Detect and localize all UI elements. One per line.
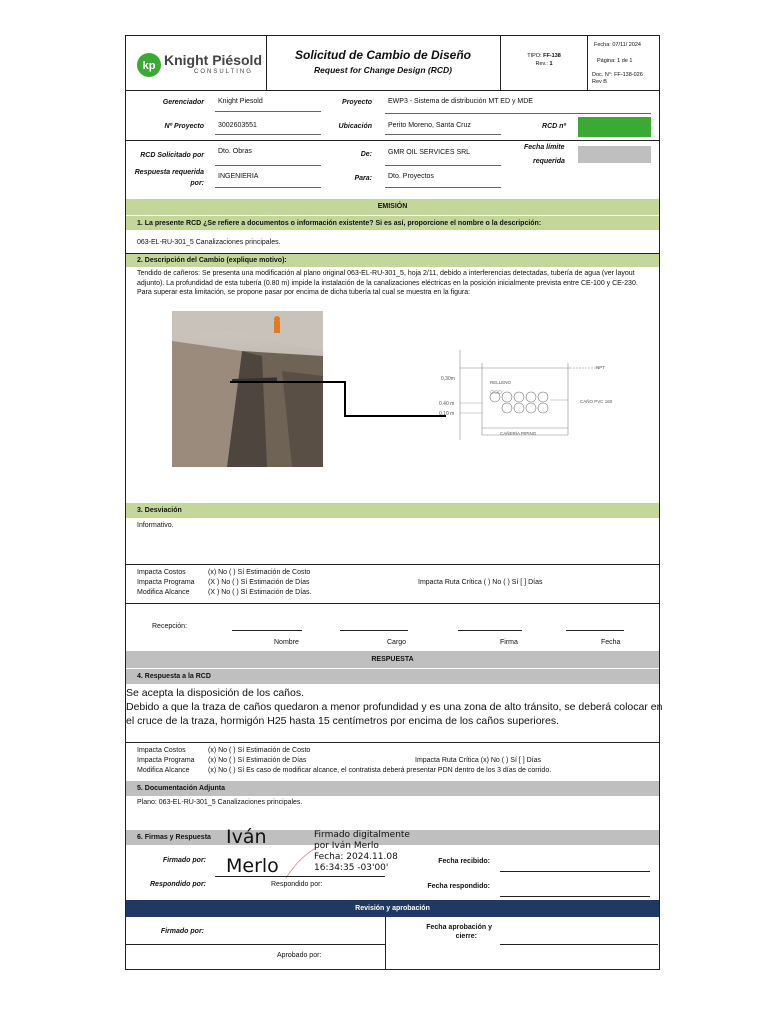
- proyecto-value: EWP3 - Sistema de distribución MT ED y MDE: [388, 98, 533, 105]
- section-5-title: 5. Documentación Adjunta: [137, 785, 226, 792]
- nombre-label: Nombre: [274, 639, 299, 646]
- divider: [126, 140, 659, 141]
- firmado-label: Firmado por:: [162, 857, 206, 864]
- modifica-alcance-value: (X ) No ( ) Sí Estimación de Días.: [208, 589, 312, 596]
- para-label: Para:: [354, 175, 372, 182]
- respuesta-value: INGENIERIA: [218, 173, 259, 180]
- dim-label: 0.40 m: [439, 401, 455, 407]
- section-3-band: [126, 503, 659, 518]
- nro-proyecto-value: 3002603551: [218, 122, 257, 129]
- field-underline: [215, 111, 321, 112]
- section-4-title: 4. Respuesta a la RCD: [137, 673, 211, 680]
- ubicacion-value: Perito Moreno, Santa Cruz: [388, 122, 471, 129]
- ubicacion-label: Ubicación: [338, 123, 372, 130]
- cargo-line: [340, 630, 408, 631]
- fecha-aprobacion-label-2: cierre:: [455, 933, 477, 940]
- section-2-title: 2. Descripción del Cambio (explique motivo):: [137, 257, 287, 264]
- r-modifica-alcance-label: Modifica Alcance: [137, 767, 190, 774]
- dim-label: 0.10 m: [439, 411, 455, 417]
- solicitado-value: Dto. Obras: [218, 148, 252, 155]
- revision-firmado-label: Firmado por:: [160, 928, 204, 935]
- r-impacta-ruta-critica: Impacta Ruta Crítica (x) No ( ) Sí [ ] Días: [415, 757, 542, 764]
- section-3-title: 3. Desviación: [137, 507, 182, 514]
- divider: [385, 917, 386, 969]
- section-4-line-1: Se acepta la disposición de los caños.: [126, 687, 305, 699]
- fecha-limite-label: Fecha límite: [524, 144, 565, 151]
- revision-title: Revisión y aprobación: [355, 905, 430, 912]
- r-impacta-costos-value: (x) No ( ) Sí Estimación de Costo: [208, 747, 311, 754]
- divider: [126, 944, 385, 945]
- fecha-aprobacion-line: [500, 944, 658, 945]
- signature-first-name: Iván: [226, 826, 267, 848]
- firmado-line: [215, 876, 385, 877]
- fecha-respondido-line: [500, 896, 650, 897]
- modifica-alcance-label: Modifica Alcance: [137, 589, 190, 596]
- canio-label: CAÑO PVC 160: [580, 399, 613, 404]
- header-rev-b: Rev B: [592, 79, 607, 85]
- recepcion-label: Recepción:: [152, 623, 188, 630]
- logo-mark-icon: [136, 52, 162, 78]
- divider: [587, 36, 588, 91]
- rcd-label: RCD nº: [542, 123, 566, 130]
- digital-sign-3: Fecha: 2024.11.08: [314, 852, 398, 862]
- r-impacta-programa-value: (x) No ( ) Sí Estimación de Días: [208, 757, 307, 764]
- firma-label: Firma: [500, 639, 518, 646]
- rev: Rev.: 1: [535, 61, 553, 67]
- de-value: GMR OIL SERVICES SRL: [388, 149, 471, 156]
- field-underline: [385, 187, 501, 188]
- logo-sub: CONSULTING: [194, 69, 253, 75]
- digital-sign-4: 16:34:35 -03'00': [314, 863, 389, 873]
- impacta-costos-label: Impacta Costos: [137, 569, 186, 576]
- divider: [126, 742, 659, 743]
- r-modifica-alcance-value: (x) No ( ) Sí Es caso de modificar alcance, el contratista deberá presentar PDN dentro de los 3 días de corrido.: [208, 767, 552, 774]
- npt-label: NPT: [596, 365, 605, 370]
- respuesta-label-2: por:: [190, 180, 204, 187]
- section-4-line-2: Debido a que la traza de caños quedaron a menor profundidad y es una zona de alto tránsito, se deberá colocar en: [126, 701, 663, 713]
- de-label: De:: [360, 151, 372, 158]
- field-underline: [385, 165, 501, 166]
- fecha-label: Fecha: [601, 639, 621, 646]
- impacta-programa-value: (X ) No ( ) Sí Estimación de Días: [208, 579, 310, 586]
- digital-sign-1: Firmado digitalmente: [314, 830, 410, 840]
- fecha-limite-field[interactable]: [578, 146, 651, 163]
- rcd-number-field[interactable]: [578, 117, 651, 137]
- proyecto-label: Proyecto: [342, 99, 372, 106]
- divider: [126, 564, 659, 565]
- divider: [126, 90, 659, 91]
- tipo: TIPO: FF-138: [527, 53, 561, 59]
- emision-title: EMISIÓN: [377, 203, 408, 210]
- fecha-recibido-label: Fecha recibido:: [438, 858, 490, 865]
- divider: [126, 603, 659, 604]
- respondido-sub-label: Respondido por:: [271, 881, 323, 888]
- impacta-costos-value: (x) No ( ) Sí Estimación de Costo: [208, 569, 311, 576]
- firma-line: [458, 630, 522, 631]
- fecha-respondido-label: Fecha respondido:: [427, 883, 490, 890]
- respondido-label: Respondido por:: [150, 881, 206, 888]
- r-impacta-costos-label: Impacta Costos: [137, 747, 186, 754]
- canera-label: CAÑERÍA PIPING: [500, 431, 537, 436]
- header-pagina: Página: 1 de 1: [597, 58, 633, 64]
- signature-last-name: Merlo: [226, 855, 279, 877]
- fecha-recibido-line: [500, 871, 650, 872]
- fecha-limite-label-2: requerida: [533, 158, 565, 165]
- fecha-line: [566, 630, 624, 631]
- header-doc: Doc. N°: FF-138-026: [592, 72, 643, 78]
- gerenciador-value: Knight Piesold: [218, 98, 263, 105]
- impacta-programa-label: Impacta Programa: [137, 579, 195, 586]
- nro-proyecto-label: Nº Proyecto: [164, 123, 204, 130]
- respuesta-title: RESPUESTA: [371, 656, 414, 663]
- solicitado-label: RCD Solicitado por: [140, 152, 204, 159]
- connector-line: [230, 370, 450, 430]
- section-3-value: Informativo.: [137, 522, 174, 529]
- r-impacta-programa-label: Impacta Programa: [137, 757, 195, 764]
- field-underline: [385, 113, 651, 114]
- dim-label: 0,30m: [441, 376, 455, 382]
- svg-text:kp: kp: [142, 60, 156, 72]
- nombre-line: [232, 630, 302, 631]
- field-underline: [215, 187, 321, 188]
- impacta-ruta-critica: Impacta Ruta Crítica ( ) No ( ) Sí [ ] Días: [418, 579, 543, 586]
- page-title: Solicitud de Cambio de Diseño: [294, 48, 472, 62]
- page-subtitle: Request for Change Design (RCD): [314, 65, 452, 75]
- respuesta-label: Respuesta requerida: [134, 169, 204, 176]
- relleno-label: RELLENO: [490, 380, 512, 385]
- logo-name: Knight Piésold: [164, 52, 262, 68]
- section-6-title: 6. Firmas y Respuesta: [137, 834, 211, 841]
- section-4-line-3: el cruce de la traza, hormigón H25 hasta 15 centímetros por encima de los caños superiores.: [126, 715, 560, 727]
- cargo-label: Cargo: [387, 639, 407, 646]
- section-1-title: 1. La presente RCD ¿Se refiere a documentos o información existente? Si es así, proporcione el nombre o la descripción:: [137, 220, 542, 227]
- aprobado-label: Aprobado por:: [277, 952, 322, 959]
- divider: [266, 36, 267, 91]
- fecha-aprobacion-label: Fecha aprobación y: [426, 924, 492, 931]
- header-fecha: Fecha: 07/11/ 2024: [594, 42, 641, 48]
- section-1-value: 063-EL-RU-301_5 Canalizaciones principales.: [137, 239, 281, 246]
- divider: [500, 36, 501, 91]
- field-underline: [385, 134, 501, 135]
- digital-sign-2: por Iván Merlo: [314, 841, 379, 851]
- field-underline: [215, 165, 321, 166]
- field-underline: [215, 134, 321, 135]
- para-value: Dto. Proyectos: [388, 173, 434, 180]
- company-logo: [136, 50, 260, 80]
- cross-section-drawing: [430, 345, 625, 445]
- section-2-text: Tendido de cañeros: Se presenta una modificación al plano original 063-EL-RU-301_5, hoja 2/11, debido a interferencias detectadas, tubería de agua (ver layout adjunto). La profundidad de esta tubería (0.80 m) impide la instalación de la canalizaciones eléctricas en la posición inicialmente prevista entre CE-100 y CE-230. Para superar esta limitación, se propone pasar por encima de dicha tubería tal cual se muestra en la figura:: [137, 270, 638, 296]
- gerenciador-label: Gerenciador: [162, 99, 204, 106]
- section-5-value: Plano: 063-EL-RU-301_5 Canalizaciones principales.: [137, 799, 303, 806]
